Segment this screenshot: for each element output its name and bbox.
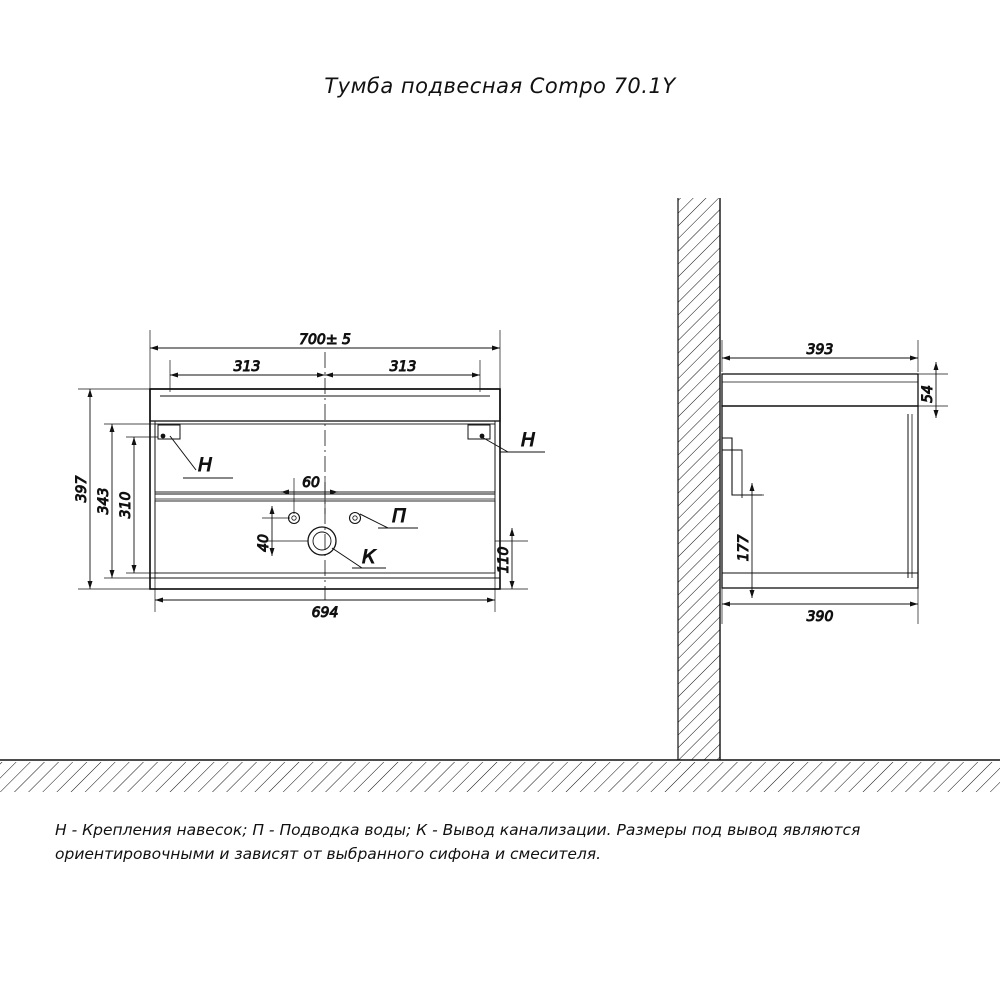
dim-height-343: 343 bbox=[96, 487, 112, 515]
dim-top-depth: 393 bbox=[806, 342, 834, 358]
page-title: Тумба подвесная Compo 70.1Y bbox=[324, 74, 676, 98]
label-water: П bbox=[392, 505, 407, 527]
label-sewer: К bbox=[362, 546, 376, 568]
legend-note-line2: ориентировочными и зависят от выбранного сифона и смесителя. bbox=[55, 845, 602, 864]
dim-bottom-depth: 390 bbox=[806, 609, 834, 625]
wall-hatch bbox=[678, 198, 720, 760]
dim-water-offset-v: 40 bbox=[256, 534, 272, 552]
dim-bottom-width: 694 bbox=[311, 605, 339, 621]
dim-height-110: 110 bbox=[496, 546, 512, 574]
front-view bbox=[74, 330, 545, 621]
dim-water-offset-h: 60 bbox=[302, 475, 320, 491]
dim-height-177: 177 bbox=[736, 534, 752, 562]
dim-total-width: 700± 5 bbox=[299, 332, 351, 348]
label-mount-left: Н bbox=[198, 454, 213, 476]
dim-height-310: 310 bbox=[118, 491, 134, 519]
dim-half-left: 313 bbox=[233, 359, 261, 375]
label-mount-right: Н bbox=[521, 429, 536, 451]
legend-note-line1: Н - Крепления навесок; П - Подводка воды; К - Вывод канализации. Размеры под вывод являются bbox=[55, 821, 861, 839]
floor-hatch bbox=[0, 762, 1000, 792]
dim-height-397: 397 bbox=[74, 475, 90, 503]
side-countertop bbox=[722, 374, 918, 406]
legend-note bbox=[55, 818, 955, 866]
dim-top-thickness: 54 bbox=[920, 385, 936, 403]
dim-half-right: 313 bbox=[389, 359, 417, 375]
